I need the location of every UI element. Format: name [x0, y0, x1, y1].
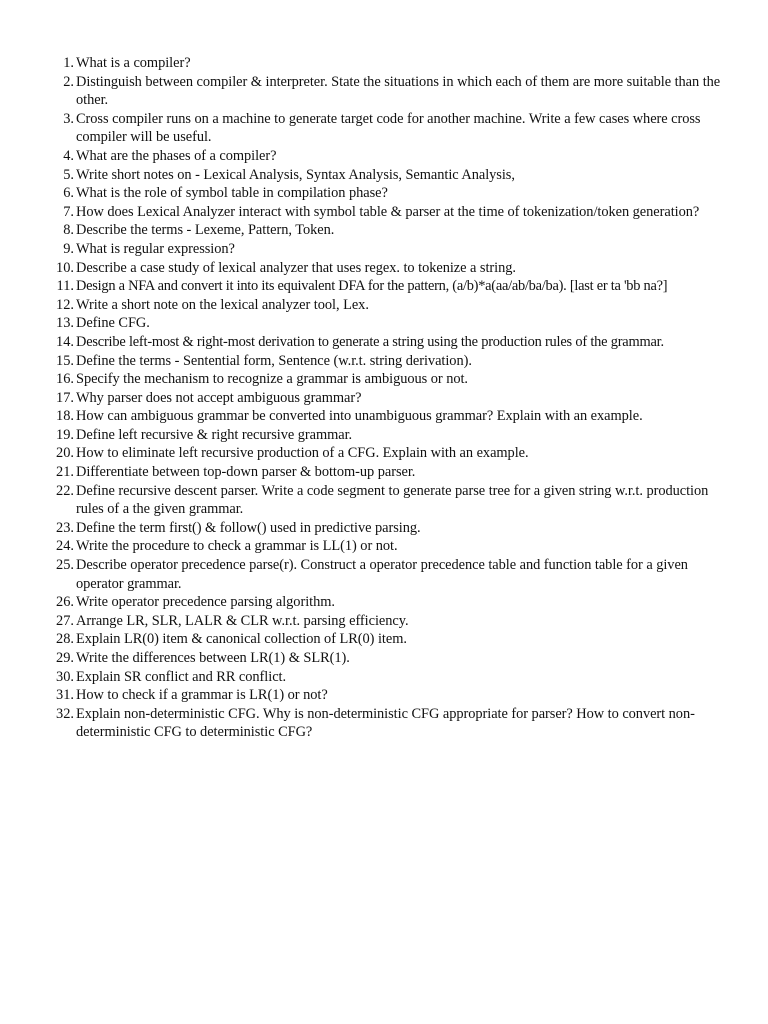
question-number: 22.: [56, 482, 74, 499]
question-text: Define the term first() & follow() used in predictive parsing.: [76, 519, 421, 536]
question-number: 3.: [63, 110, 74, 127]
question-item: [0, 463, 768, 482]
question-text: What is the role of symbol table in compilation phase?: [76, 185, 388, 202]
question-item: [0, 352, 768, 371]
question-number: 23.: [56, 519, 74, 536]
question-text: Write short notes on - Lexical Analysis, Syntax Analysis, Semantic Analysis,: [76, 166, 515, 183]
question-item: [0, 314, 768, 333]
question-number: 10.: [56, 259, 74, 276]
question-text: How to eliminate left recursive production of a CFG. Explain with an example.: [76, 445, 529, 462]
question-item: [0, 705, 768, 742]
question-text: Cross compiler runs on a machine to generate target code for another machine. Write a few cases where cross compiler will be useful.: [76, 110, 701, 146]
question-number: 25.: [56, 557, 74, 574]
question-item: [0, 110, 768, 147]
question-number: 11.: [56, 278, 74, 295]
question-text: Why parser does not accept ambiguous grammar?: [76, 389, 362, 406]
question-item: [0, 630, 768, 649]
question-number: 8.: [63, 222, 74, 239]
question-item: [0, 407, 768, 426]
question-number: 30.: [56, 668, 74, 685]
question-number: 18.: [56, 408, 74, 425]
question-item: [0, 649, 768, 668]
question-item: [0, 593, 768, 612]
question-item: [0, 333, 768, 352]
question-number: 2.: [63, 73, 74, 90]
question-text: Explain non-deterministic CFG. Why is non-deterministic CFG appropriate for parser? How to convert non-deterministic CFG to deterministic CFG?: [76, 705, 695, 741]
question-number: 13.: [56, 315, 74, 332]
question-text: Write operator precedence parsing algorithm.: [76, 594, 335, 611]
document-page: [0, 54, 768, 742]
question-text: Write a short note on the lexical analyzer tool, Lex.: [76, 296, 369, 313]
question-number: 27.: [56, 612, 74, 629]
question-item: [0, 612, 768, 631]
question-item: [0, 166, 768, 185]
question-number: 26.: [56, 594, 74, 611]
question-text: Arrange LR, SLR, LALR & CLR w.r.t. parsing efficiency.: [76, 612, 409, 629]
question-number: 6.: [63, 185, 74, 202]
question-number: 24.: [56, 538, 74, 555]
question-item: [0, 444, 768, 463]
question-item: [0, 556, 768, 593]
question-number: 1.: [63, 55, 74, 71]
question-number: 29.: [56, 650, 74, 666]
question-number: 28.: [56, 631, 74, 648]
question-item: [0, 184, 768, 203]
question-text: How does Lexical Analyzer interact with symbol table & parser at the time of tokenization/token generation?: [76, 203, 700, 220]
question-text: Define CFG.: [76, 315, 150, 332]
question-item: [0, 668, 768, 687]
question-item: [0, 240, 768, 259]
question-number: 5.: [63, 166, 74, 183]
question-item: [0, 370, 768, 389]
question-text: Define left recursive & right recursive grammar.: [76, 426, 353, 443]
question-item: [0, 147, 768, 166]
question-text: Describe the terms - Lexeme, Pattern, Token.: [76, 222, 335, 239]
question-item: [0, 426, 768, 445]
question-number: 21.: [56, 464, 74, 481]
question-item: [0, 54, 768, 73]
question-item: [0, 73, 768, 110]
question-text: What are the phases of a compiler?: [76, 147, 277, 164]
question-number: 9.: [63, 240, 74, 257]
question-number: 15.: [56, 352, 74, 369]
question-number: 20.: [56, 445, 74, 462]
question-number: 19.: [56, 426, 74, 443]
question-item: [0, 686, 768, 705]
question-number: 4.: [63, 147, 74, 164]
question-text: Differentiate between top-down parser & bottom-up parser.: [76, 464, 416, 481]
question-number: 16.: [56, 371, 74, 388]
question-list: [0, 54, 768, 742]
question-text: How can ambiguous grammar be converted into unambiguous grammar? Explain with an example.: [76, 408, 643, 425]
question-item: [0, 221, 768, 240]
question-number: 32.: [56, 705, 74, 722]
question-text: How to check if a grammar is LR(1) or not?: [76, 687, 328, 704]
question-item: [0, 259, 768, 278]
question-number: 7.: [63, 203, 74, 220]
question-item: [0, 296, 768, 315]
question-text: Write the differences between LR(1) & SLR(1).: [76, 650, 350, 666]
question-text: Specify the mechanism to recognize a grammar is ambiguous or not.: [76, 371, 468, 388]
question-text: Write the procedure to check a grammar is LL(1) or not.: [76, 538, 398, 555]
question-item: [0, 389, 768, 408]
question-number: 31.: [56, 687, 74, 704]
question-text: Distinguish between compiler & interpreter. State the situations in which each of them are more suitable than the other.: [76, 73, 721, 109]
question-number: 17.: [56, 389, 74, 406]
question-item: [0, 519, 768, 538]
question-text: Describe operator precedence parse(r). Construct a operator precedence table and function table for a given operator grammar.: [76, 557, 688, 592]
question-number: 14.: [56, 333, 74, 350]
question-text: What is regular expression?: [76, 240, 235, 257]
question-text: Explain LR(0) item & canonical collection of LR(0) item.: [76, 631, 407, 648]
question-text: Describe left-most & right-most derivation to generate a string using the production rules of the grammar.: [76, 333, 664, 350]
question-item: [0, 277, 768, 296]
question-item: [0, 482, 768, 519]
question-item: [0, 203, 768, 222]
question-text: Describe a case study of lexical analyzer that uses regex. to tokenize a string.: [76, 259, 516, 276]
question-text: Explain SR conflict and RR conflict.: [76, 668, 287, 685]
question-number: 12.: [56, 296, 74, 313]
question-text: Design a NFA and convert it into its equivalent DFA for the pattern, (a/b)*a(aa/ab/ba/ba). [last er ta 'bb na?]: [76, 278, 668, 295]
question-text: Define the terms - Sentential form, Sentence (w.r.t. string derivation).: [76, 352, 472, 369]
question-text: What is a compiler?: [76, 55, 191, 71]
question-text: Define recursive descent parser. Write a code segment to generate parse tree for a given string w.r.t. production rules of a the given grammar.: [76, 482, 709, 518]
question-item: [0, 537, 768, 556]
